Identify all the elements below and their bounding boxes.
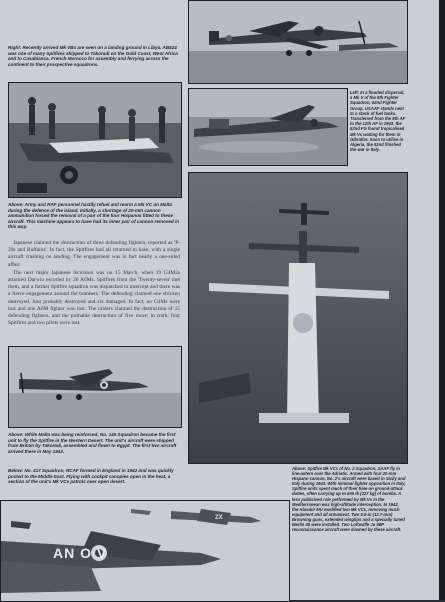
caption-417-squadron: Below: No. 417 Squadron, RCAF formed in England in 1942 and was quickly posted to the Middle East. Flying with cockpit canopies open in the heat, a section of the unit's Mk VCs patrols over open desert. <box>8 468 174 485</box>
caption-top-right-photo: Right: Recently arrived Mk VBs are seen on a landing ground in Libya. AB824 was one of many Spitfires shipped to Takoradi on the Gold Coast, West Africa and to Casablanca, French Morocco for assembly and ferrying across the continent to their prospective squadrons. <box>8 45 178 67</box>
photo-417-squadron-formation <box>0 500 290 602</box>
photo-formation-flight <box>188 172 408 464</box>
aircraft-code-zx: ZX <box>215 515 223 521</box>
body-paragraph: Japanese claimed the destruction of three defending fighters, reported as 'P-39s and Buffalos'. In fact, the Spitfires had all returned to base, with a single aircraft crashing on landing. The engagement was in fact nearly a one-sided affair. <box>8 240 180 268</box>
caption-2-squadron-saaf: Above: Spitfire Mk VCs of No. 2 Squadron, SAAF fly in line-astern over the Adriatic. Armed with four 20-mm Hispano cannon, No. 2's aircraft were based in Sicily and Italy during 1943. With minimal fighter opposition in Italy, Spitfire units spent much of their time on ground-attack duties, often carrying up to 500 lb (227 kg) of bombs. A less publicised role performed by Mk Vs in the Mediterranean was high-altitude interception. In 1942, the Aboukir MU modified two Mk VCs, removing much equipment and all armament. Two 0.5-in (12.7-mm) Browning guns, extended wingtips and a specially tuned Merlin 46 were installed. Two Luftwaffe Ju 86P reconnaissance aircraft were downed by these aircraft. <box>292 466 406 533</box>
article-body <box>8 240 180 328</box>
photo-spitfires-landing-ground <box>188 0 408 84</box>
aircraft-code-an-o-v: AN O V <box>53 545 108 561</box>
photo-malta-refuel <box>8 82 182 198</box>
body-paragraph: The next major Japanese incursion was on 15 March, when 19 G4M2s attacked Darwin escorted by 26 A6Ms. Spitfires from the 'Twenty-seven' met them, and a further Spitfire squadron was dispatched to intercept and there was a fierce engagement around the bombers. The defending claimed one stricken destroyed, four probably destroyed and six damaged. In fact, no G4Ms were lost and one A6M fighter was lost. The raiders claimed the destruction of 15 defending fighters, and the probable destruction of five more; in truth, four Spitfires and two pilots were lost. <box>8 269 180 327</box>
photo-flooded-dispersal <box>188 88 348 166</box>
photo-145-squadron <box>8 346 182 428</box>
page-edge-shadow <box>439 0 445 600</box>
caption-145-squadron: Above: While Malta was being reinforced, No. 145 Squadron became the first unit to fly the Spitfire in the Western Desert. The unit's aircraft were shipped from Britain by Takoradi, assembled and flown to Egypt. The first two aircraft arrived there in May 1942. <box>8 432 177 454</box>
caption-flooded-dispersal: Left: In a flooded dispersal, a Mk V of the 5th Fighter Squadron, 52nd Fighter Group, USAAF stands next to a stack of fuel tanks. Transferred from the 8th AF to the 12th AF in 1943, the 52nd FG found tropicalised Mk Vs waiting for them in Gibraltar. Soon to utilise in Algeria, the 52nd finished the war in Italy. <box>350 90 406 153</box>
caption-malta: Above: Army and RAF personnel hastily refuel and rearm a Mk VC on Malta during the defence of the island. Initially, a shortage of 20-mm cannon ammunition forced the removal of a pair of the four Hispanos fitted to these aircraft. This machine appears to have had its inner pair of cannon removed in this way. <box>8 202 180 230</box>
